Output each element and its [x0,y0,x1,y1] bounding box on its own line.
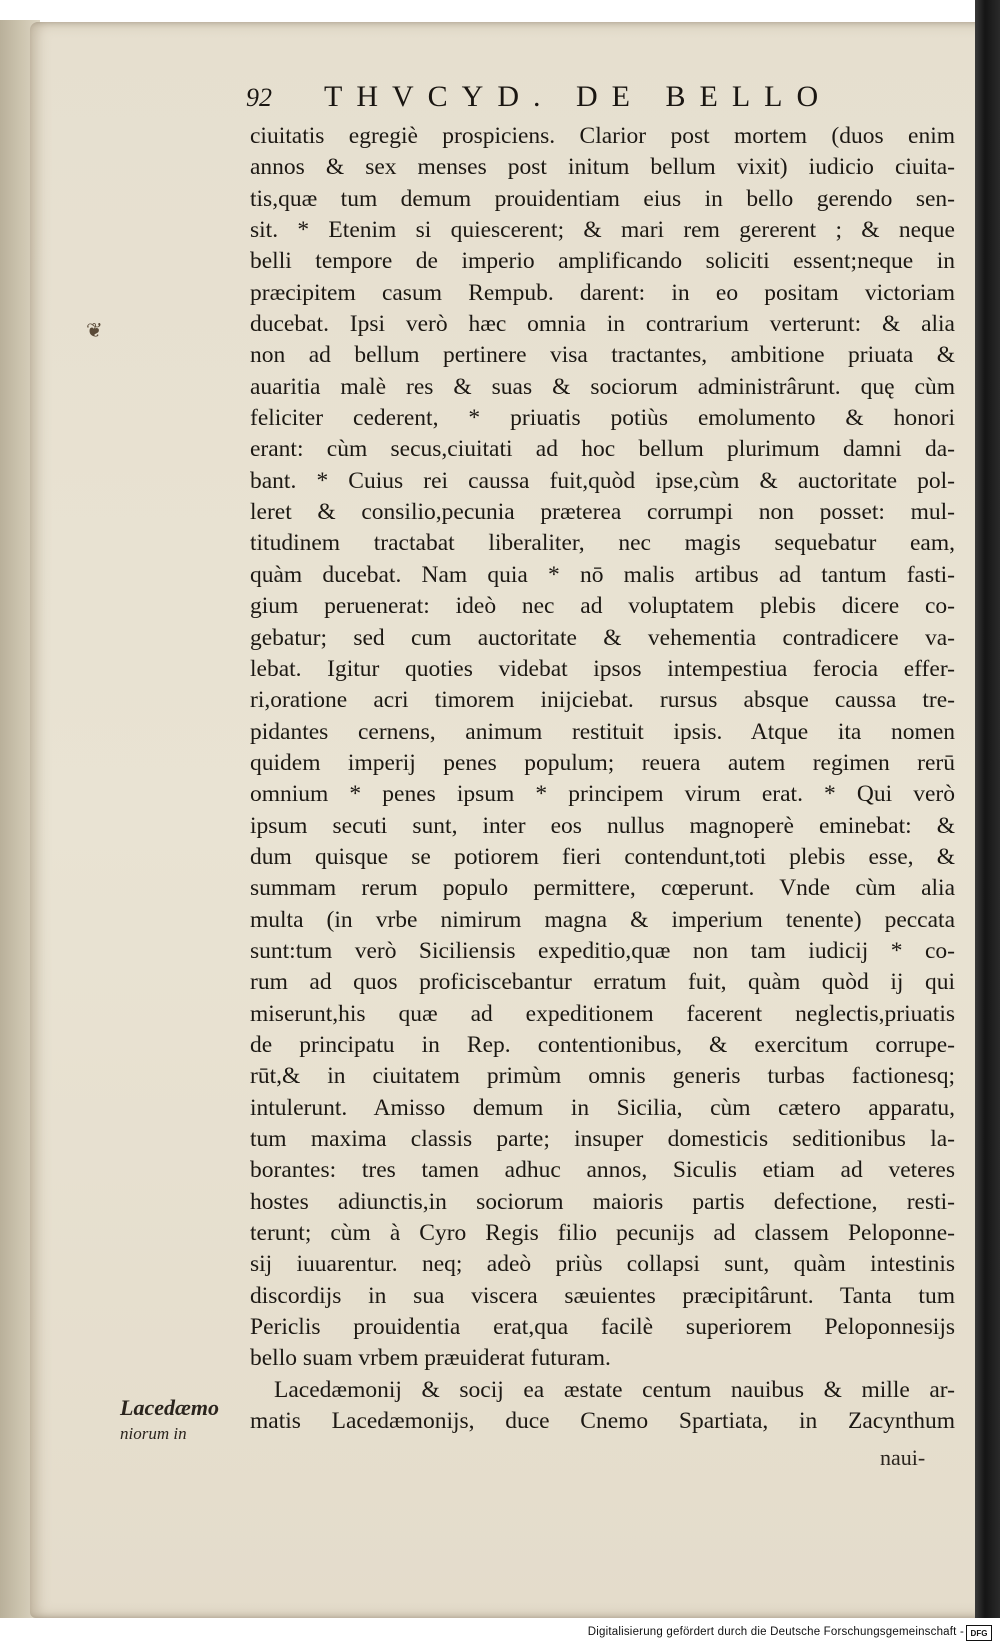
text-line: omnium * penes ipsum * principem virum erat. * Qui verò [250,781,955,808]
text-line: tum maxima classis parte; insuper domesticis seditionibus la- [250,1126,955,1152]
text-line: leret & consilio,pecunia præterea corrumpi non posset: mul- [250,499,955,526]
text-line: bello suam vrbem præuiderat futuram. [250,1345,611,1372]
text-line: borantes: tres tamen adhuc annos, Siculis etiam ad veteres [250,1157,955,1184]
text-line: sij iuuarentur. neq; adeò priùs collapsi sunt, quàm intestinis [250,1251,955,1278]
text-line: non ad bellum pertinere visa tractantes, ambitione priuata & [250,342,955,369]
marginal-note-line-2: niorum in [120,1424,187,1443]
text-line: gium peruenerat: ideò nec ad voluptatem plebis dicere co- [250,593,955,620]
text-line: quàm ducebat. Nam quia * nō malis artibus ad tantum fasti- [250,561,955,588]
text-line: feliciter cederent, * priuatis potiùs emolumento & honori [250,405,955,432]
text-line: discordijs in sua viscera sæuientes præcipitârunt. Tanta tum [250,1282,955,1309]
text-line: miserunt,his quæ ad expeditionem facerent neglectis,priuatis [250,1000,955,1027]
text-line: terunt; cùm à Cyro Regis filio pecunijs ad classem Peloponne- [250,1220,955,1247]
text-line: rūt,& in ciuitatem primùm omnis generis turbas factionesq; [250,1063,955,1090]
text-line: de principatu in Rep. contentionibus, & exercitum corrupe- [250,1031,955,1058]
text-line: ri,oratione acri timorem inijciebat. rursus absque caussa tre- [250,687,955,714]
funding-credit: Digitalisierung gefördert durch die Deutsche Forschungsgemeinschaft - [587,1626,964,1638]
text-line: summam rerum populo permittere, cœperunt. Vnde cùm alia [250,875,955,902]
text-line: Periclis prouidentia erat,qua facilè superiorem Peloponnesijs [250,1314,955,1341]
text-line: præcipitem casum Rempub. darent: in eo positam victoriam [250,279,955,306]
body-text [250,121,955,1437]
text-line: tis,quæ tum demum prouidentiam eius in bello gerendo sen- [250,185,955,212]
text-line: lebat. Igitur quoties videbat ipsos intempestiua ferocia effer- [250,655,955,682]
text-line: matis Lacedæmonijs, duce Cnemo Spartiata, in Zacynthum [250,1408,955,1435]
text-line: pidantes cernens, animum restituit ipsis. Atque ita nomen [250,718,955,745]
text-line: rum ad quos proficiscebantur erratum fuit, quàm quòd ij qui [250,969,955,996]
running-title: THVCYD. DE BELLO [324,80,833,113]
text-line: hostes adiunctis,in sociorum maioris partis defectione, resti- [250,1188,955,1215]
footer-bar [0,1618,1000,1646]
text-line: titudinem tractabat liberaliter, nec magis sequebatur eam, [250,530,955,557]
text-line: ducebat. Ipsi verò hæc omnia in contrarium verterunt: & alia [250,311,955,338]
dfg-logo-icon: DFG [966,1625,992,1641]
text-line: auaritia malè res & suas & sociorum administrârunt. quę cùm [250,373,955,400]
text-line: sit. * Etenim si quiescerent; & mari rem gererent ; & neque [250,217,955,244]
text-line: bant. * Cuius rei caussa fuit,quòd ipse,cùm & auctoritate pol- [250,467,955,494]
catchword: naui- [880,1445,926,1470]
text-line: ciuitatis egregiè prospiciens. Clarior post mortem (duos enim [250,123,955,149]
text-line: ipsum secuti sunt, inter eos nullus magnoperè eminebat: & [250,812,955,839]
running-head [246,80,846,120]
text-line: multa (in vrbe nimirum magna & imperium tenente) peccata [250,906,955,933]
text-line: quidem imperij penes populum; reuera autem regimen rerū [250,749,955,776]
text-line: belli tempore de imperio amplificando soliciti essent;neque in [250,248,955,275]
text-line: dum quisque se potiorem fieri contendunt,toti plebis esse, & [250,843,955,870]
book-cover-edge [975,0,1000,1618]
text-line: intulerunt. Amisso demum in Sicilia, cùm cætero apparatu, [250,1094,955,1121]
text-line: gebatur; sed cum auctoritate & vehementia contradicere va- [250,624,955,651]
page-number: 92 [246,83,272,112]
text-line: Lacedæmonij & socij ea æstate centum nauibus & mille ar- [274,1376,955,1403]
marginal-note-line-1: Lacedæmo [120,1395,219,1420]
marginal-ornament-icon: ❦ [86,318,103,342]
marginal-note [120,1395,219,1447]
text-line: sunt:tum verò Siciliensis expeditio,quæ non tam iudicij * co- [250,937,955,964]
text-line: annos & sex menses post initum bellum vixit) iudicio ciuita- [250,154,955,181]
text-line: erant: cùm secus,ciuitati ad hoc bellum plurimum damni da- [250,436,955,463]
